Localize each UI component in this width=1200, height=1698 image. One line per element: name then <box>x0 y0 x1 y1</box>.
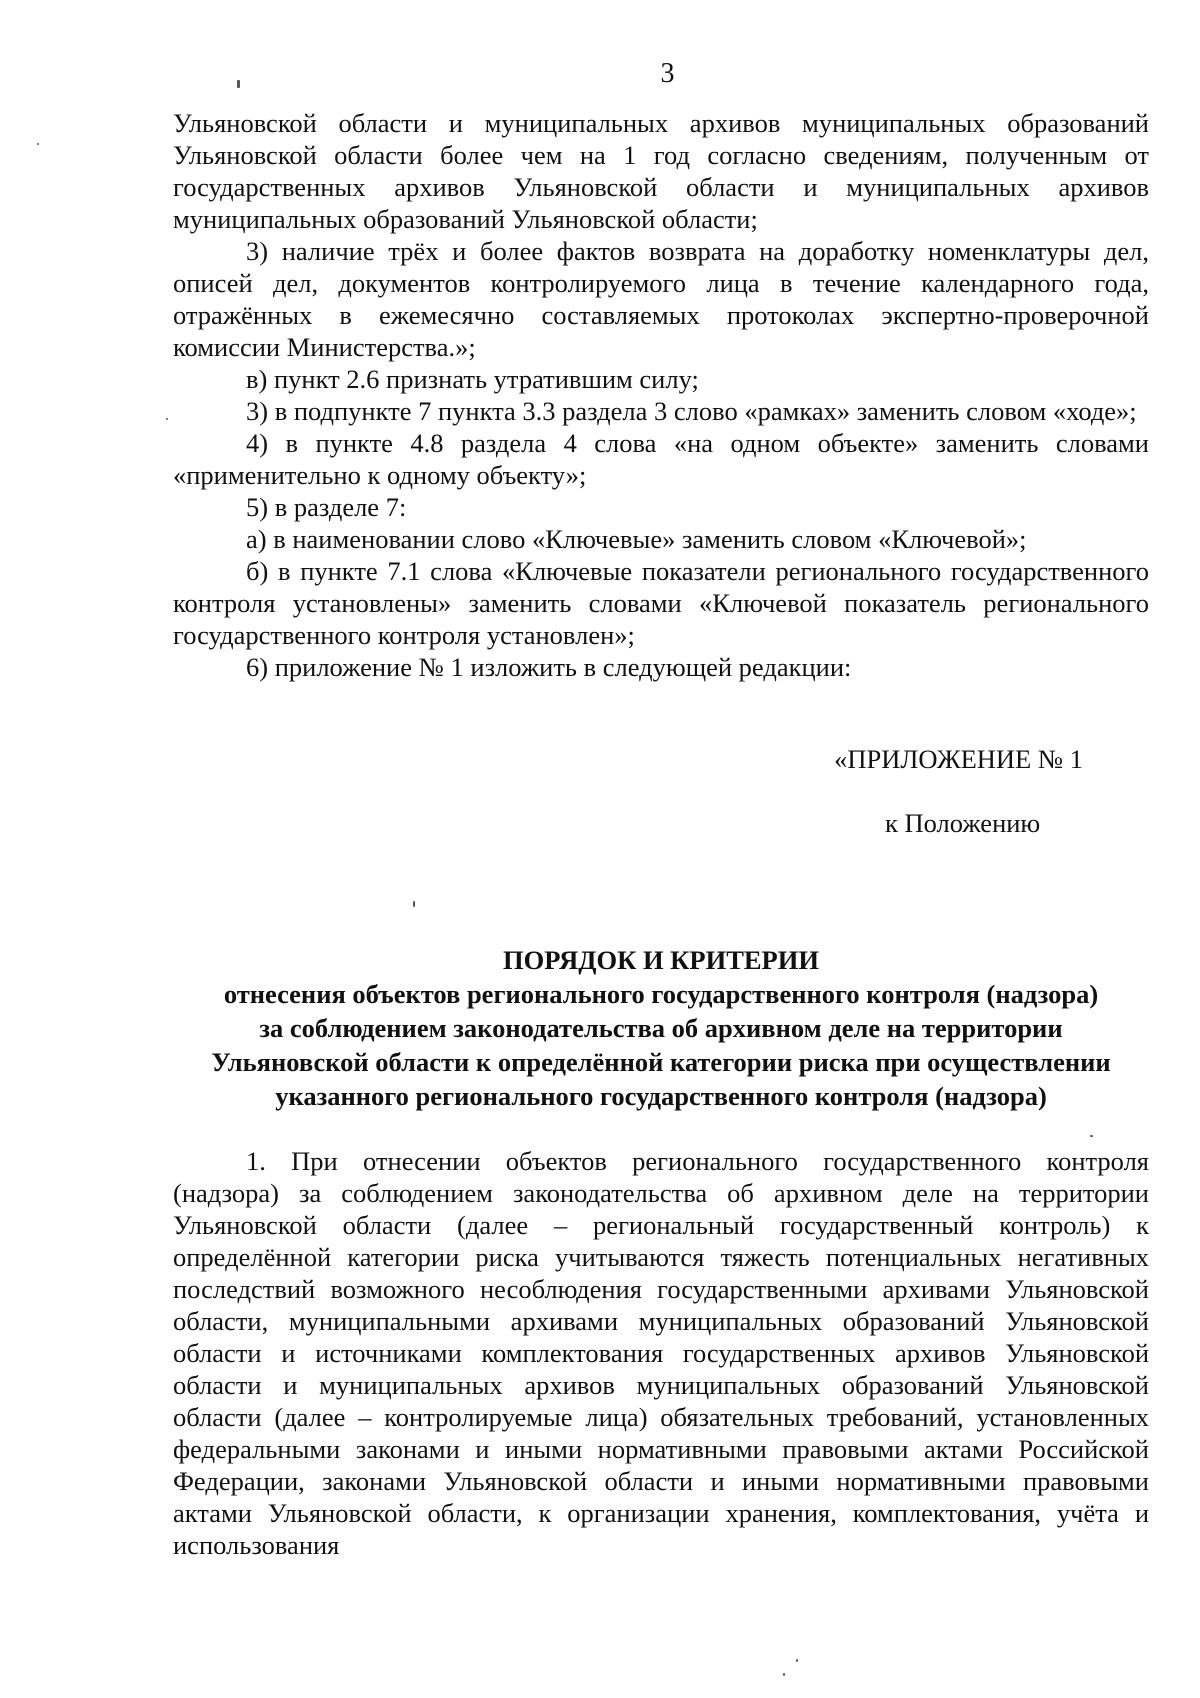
paragraph: 6) приложение № 1 изложить в следующей редакции: <box>246 652 852 682</box>
paragraph: в) пункт 2.6 признать утратившим силу; <box>246 364 699 394</box>
scan-speck <box>796 1659 798 1662</box>
heading-title: ПОРЯДОК И КРИТЕРИИ <box>503 945 819 975</box>
amendments-text <box>173 107 1149 683</box>
criteria-text <box>173 1145 1149 1561</box>
page-number: 3 <box>660 58 675 89</box>
scan-speck <box>237 80 240 88</box>
scan-speck <box>1090 1135 1093 1137</box>
scan-speck <box>413 901 415 907</box>
scan-speck <box>166 418 168 420</box>
heading-subtitle-line: за соблюдением законодательства об архивном деле на территории <box>259 1013 1063 1043</box>
paragraph: Ульяновской области и муниципальных архивов муниципальных образований Ульяновской области более чем на 1 год согласно сведениям, полученным от государственных архивов Ульяновской области и муниципальных архивов муниципальных образований Ульяновской области; <box>173 108 1149 234</box>
paragraph: а) в наименовании слово «Ключевые» заменить словом «Ключевой»; <box>246 524 1027 554</box>
appendix-reference: к Положению <box>885 808 1041 838</box>
scan-speck <box>783 1673 785 1676</box>
paragraph: 5) в разделе 7: <box>246 492 407 522</box>
section-heading <box>173 943 1149 1113</box>
paragraph: 1. При отнесении объектов регионального государственного контроля (надзора) за соблюдением законодательства об архивном деле на территории Ульяновской области (далее – региональный государственный контроль) к определённой категории риска учитываются тяжесть потенциальных негативных последствий возможного несоблюдения государственными архивами Ульяновской области, муниципальными архивами муниципальных образований Ульяновской области и источниками комплектования государственных архивов Ульяновской области и муниципальных архивов муниципальных образований Ульяновской области (далее – контролируемые лица) обязательных требований, установленных федеральными законами и иными нормативными правовыми актами Российской Федерации, законами Ульяновской области и иными нормативными правовыми актами Ульяновской области, к организации хранения, комплектования, учёта и использования <box>173 1146 1149 1560</box>
heading-subtitle-line: отнесения объектов регионального государственного контроля (надзора) <box>223 979 1099 1009</box>
heading-subtitle-line: Ульяновской области к определённой категории риска при осуществлении <box>211 1047 1111 1077</box>
paragraph: б) в пункте 7.1 слова «Ключевые показатели регионального государственного контроля установлены» заменить словами «Ключевой показатель регионального государственного контроля установлен»; <box>173 556 1149 650</box>
paragraph: 3) в подпункте 7 пункта 3.3 раздела 3 слово «рамках» заменить словом «ходе»; <box>246 396 1137 426</box>
scan-speck <box>37 143 39 145</box>
heading-subtitle-line: указанного регионального государственного контроля (надзора) <box>275 1081 1047 1111</box>
paragraph: 4) в пункте 4.8 раздела 4 слова «на одном объекте» заменить словами «применительно к одному объекту»; <box>173 428 1149 490</box>
appendix-label: «ПРИЛОЖЕНИЕ № 1 <box>834 744 1083 774</box>
paragraph: 3) наличие трёх и более фактов возврата на доработку номенклатуры дел, описей дел, документов контролируемого лица в течение календарного года, отражённых в ежемесячно составляемых протоколах экспертно-проверочной комиссии Министерства.»; <box>173 236 1149 362</box>
